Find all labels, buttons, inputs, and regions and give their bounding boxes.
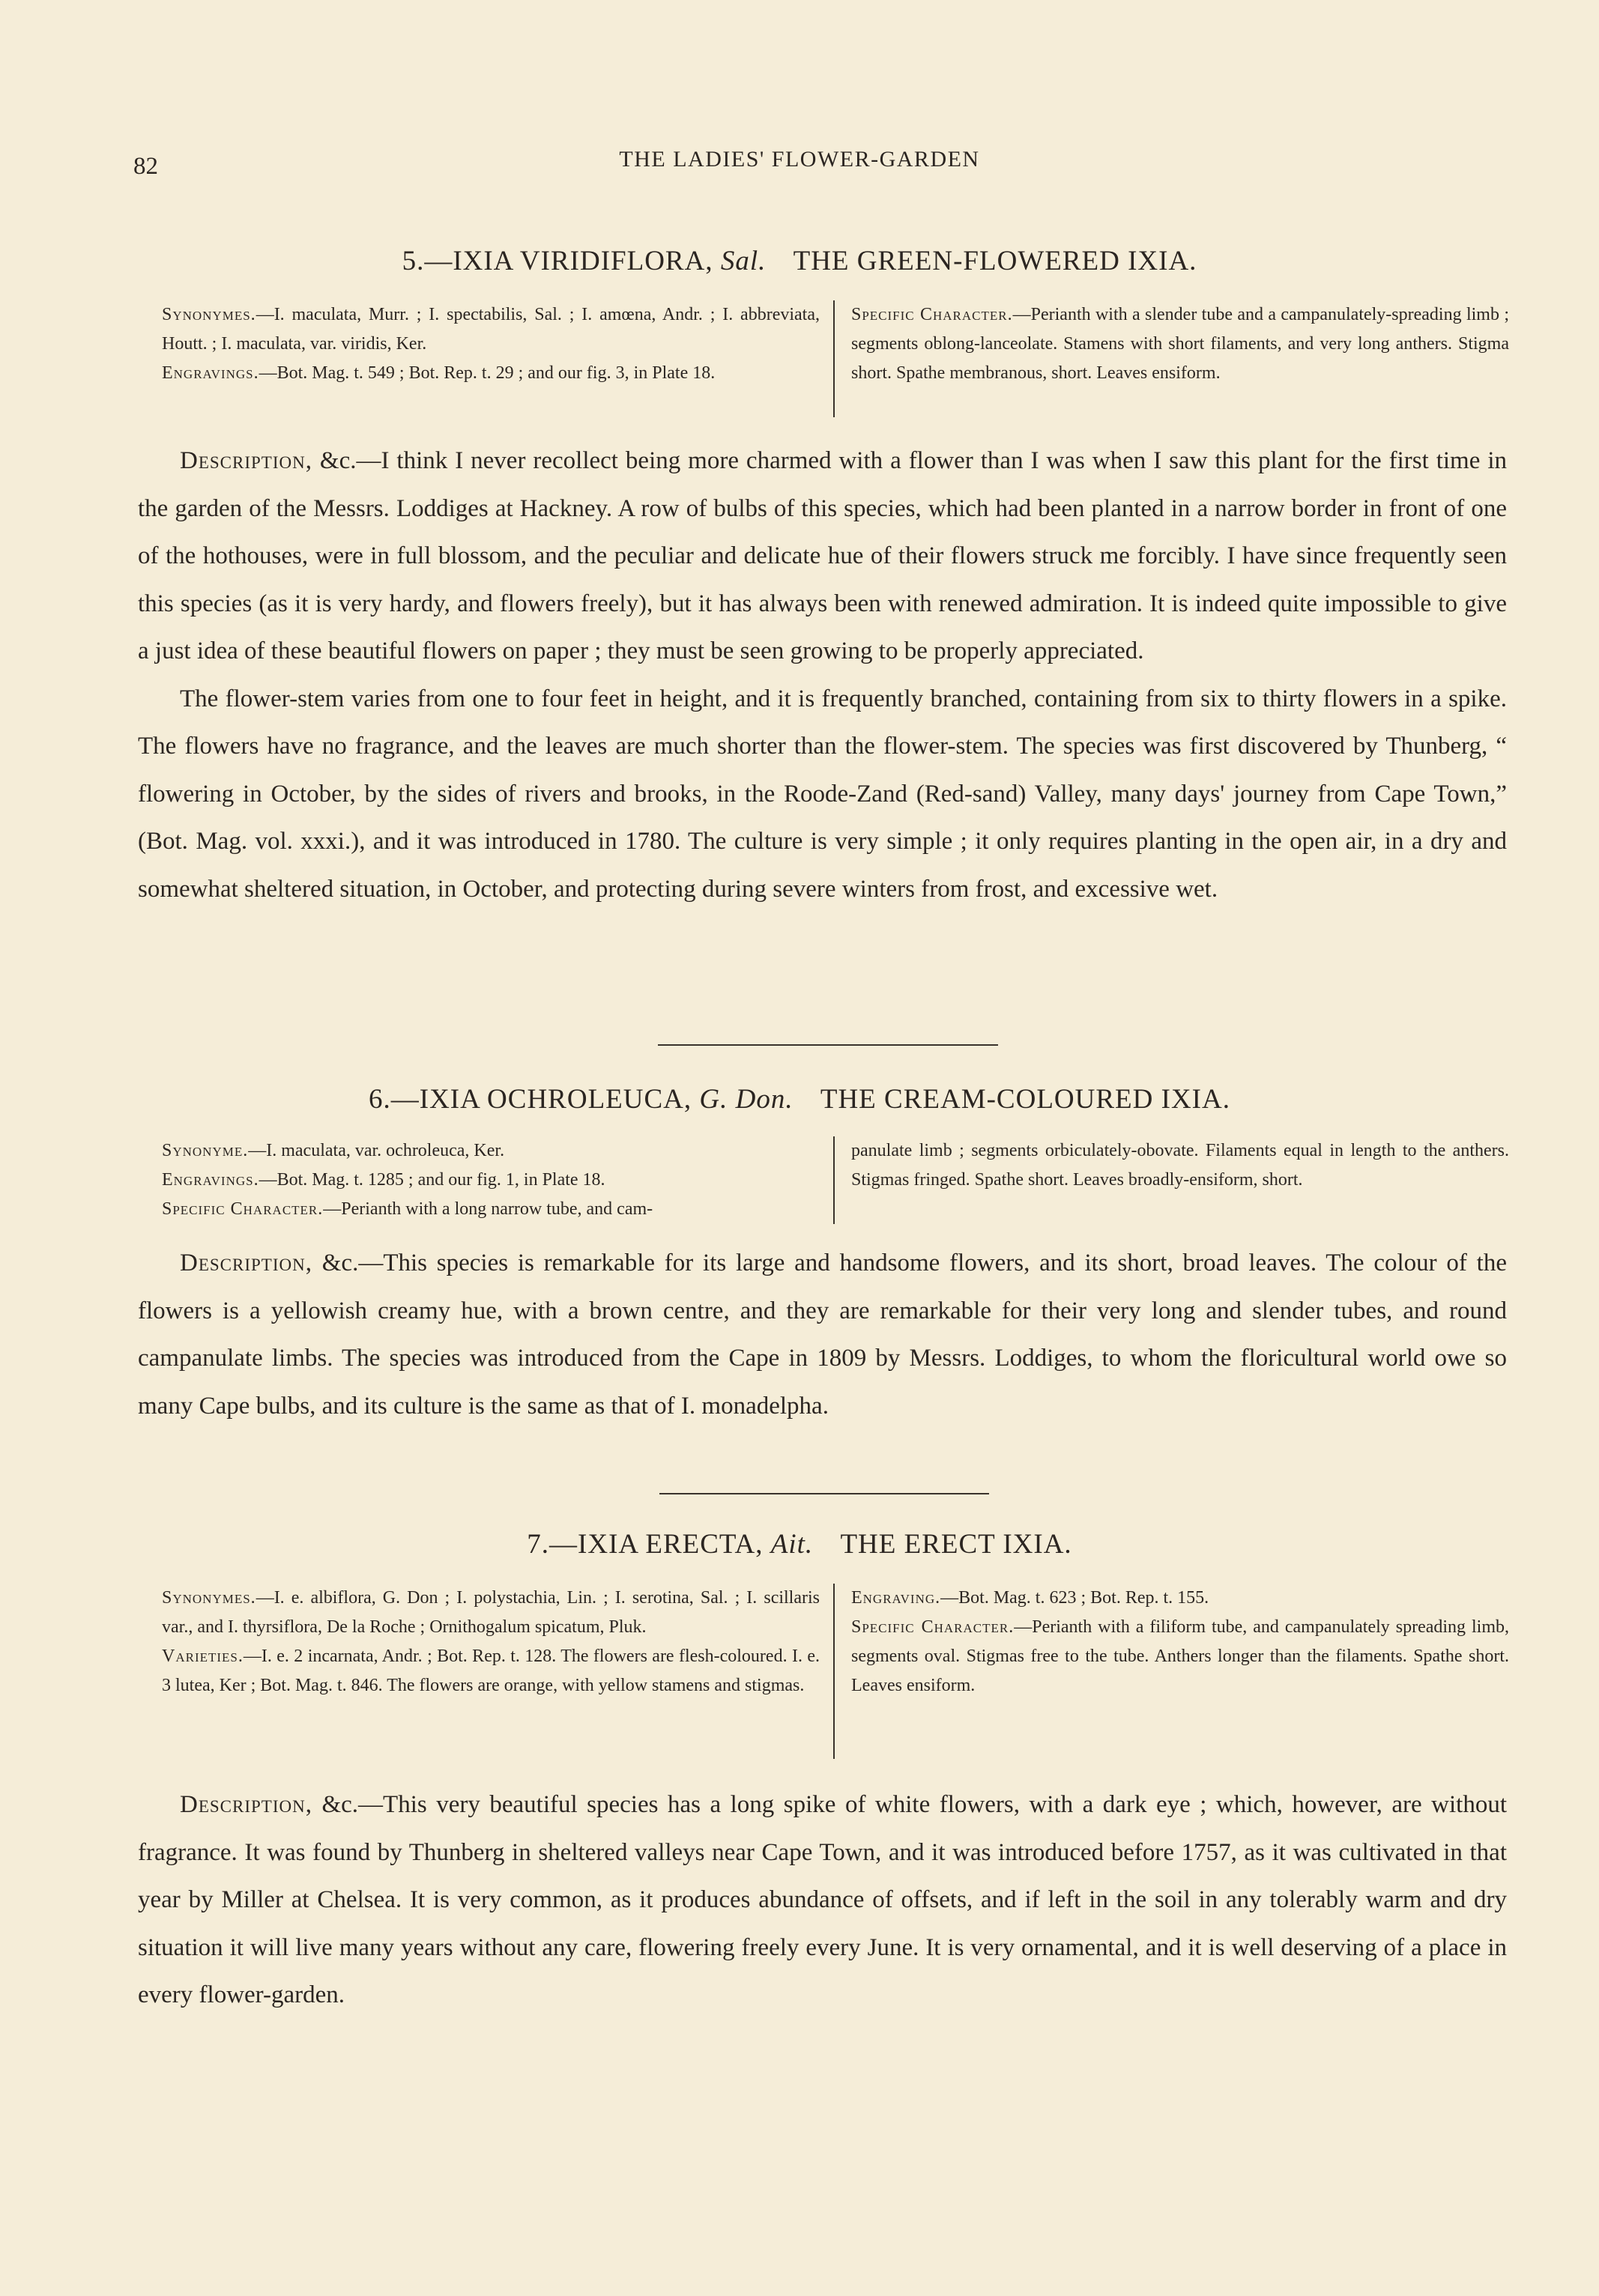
species-7-notes	[162, 1584, 1511, 1759]
description-paragraph	[138, 437, 1507, 676]
species-6-authority: G. Don.	[699, 1084, 794, 1115]
species-5-notes	[162, 300, 1511, 417]
species-5-title: 5.—IXIA VIRIDIFLORA, Sal. THE GREEN-FLOWERED IXIA.	[402, 246, 1197, 276]
description-label: Description,	[180, 1250, 312, 1276]
species-5-common-name: THE GREEN-FLOWERED IXIA.	[793, 246, 1197, 276]
species-5-notes-right	[833, 300, 1509, 417]
species-5-synonymes	[162, 300, 820, 359]
description-text: &c.—This species is remarkable for its large and handsome flowers, and its short, broad leaves. The colour of the flowers is a yellowish creamy hue, with a brown centre, and they are remarkable for their very long and slender tubes, and round campanulate limbs. The species was introduced from the Cape in 1809 by Messrs. Loddiges, to whom the floricultural world owe so many Cape bulbs, and its culture is the same as that of I. monadelpha.	[138, 1250, 1507, 1420]
species-6-specific-character-cont	[851, 1136, 1509, 1195]
description-paragraph	[138, 676, 1507, 914]
species-6-notes	[162, 1136, 1511, 1224]
species-7-specific-character	[851, 1613, 1509, 1700]
species-6-description	[138, 1240, 1507, 1430]
species-6-title: 6.—IXIA OCHROLEUCA, G. Don. THE CREAM-COLOURED IXIA.	[369, 1084, 1230, 1115]
species-7-notes-right	[833, 1584, 1509, 1759]
specific-character-text: —Perianth with a slender tube and a campanulately-spreading limb ; segments oblong-lanceolate. Stamens with short filaments, and very long anthers. Stigma short. Spathe membranous, short. Leaves ensiform.	[851, 305, 1509, 383]
description-text: The flower-stem varies from one to four feet in height, and it is frequently branched, containing from six to thirty flowers in a spike. The flowers have no fragrance, and the leaves are much shorter than the flower-stem. The species was first discovered by Thunberg, “ flowering in October, by the sides of rivers and brooks, in the Roode-Zand (Red-sand) Valley, many days' journey from Cape Town,” (Bot. Mag. vol. xxxi.), and it was introduced in 1780. The culture is very simple ; it only requires planting in the open air, in a dry and somewhat sheltered situation, in October, and protecting during severe winters from frost, and excessive wet.	[138, 685, 1507, 903]
species-5-specific-character	[851, 300, 1509, 388]
description-text: &c.—I think I never recollect being more charmed with a flower than I was when I saw this plant for the first time in the garden of the Messrs. Loddiges at Hackney. A row of bulbs of this species, which had been planted in a narrow border in front of one of the hothouses, were in full blossom, and the peculiar and delicate hue of their flowers struck me forcibly. I have since frequently seen this species (as it is very hardy, and flowers freely), but it has always been with renewed admiration. It is indeed quite impossible to give a just idea of these beautiful flowers on paper ; they must be seen growing to be properly appreciated.	[138, 447, 1507, 664]
synonymes-label: Synonymes.	[162, 305, 256, 324]
species-6-name: IXIA OCHROLEUCA,	[419, 1084, 692, 1115]
species-5-authority: Sal.	[720, 246, 767, 276]
specific-character-label: Specific Character.	[851, 305, 1013, 324]
species-7-authority: Ait.	[770, 1529, 814, 1560]
species-7-notes-left	[162, 1584, 833, 1759]
page-number: 82	[133, 153, 158, 180]
species-7-common-name: THE ERECT IXIA.	[840, 1529, 1072, 1560]
description-label: Description,	[180, 447, 312, 474]
varieties-text: —I. e. 2 incarnata, Andr. ; Bot. Rep. t. 128. The flowers are flesh-coloured. I. e. 3 lutea, Ker ; Bot. Mag. t. 846. The flowers are orange, with yellow stamens and stigmas.	[162, 1647, 820, 1695]
species-6-common-name: THE CREAM-COLOURED IXIA.	[820, 1084, 1230, 1115]
engravings-label: Engravings.	[162, 1170, 259, 1190]
species-6-specific-character	[162, 1195, 820, 1224]
species-7-synonymes	[162, 1584, 820, 1642]
species-7-description	[138, 1781, 1507, 2020]
synonymes-text: —I. maculata, Murr. ; I. spectabilis, Sal. ; I. amœna, Andr. ; I. abbreviata, Houtt. ; I. maculata, var. viridis, Ker.	[162, 305, 820, 354]
engravings-text: —Bot. Mag. t. 549 ; Bot. Rep. t. 29 ; and our fig. 3, in Plate 18.	[259, 363, 716, 383]
species-7-name: IXIA ERECTA,	[578, 1529, 764, 1560]
synonymes-text: —I. e. albiflora, G. Don ; I. polystachia, Lin. ; I. serotina, Sal. ; I. scillaris var., and I. thyrsiflora, De la Roche ; Ornithogalum spicatum, Pluk.	[162, 1588, 820, 1637]
specific-character-text: panulate limb ; segments orbiculately-obovate. Filaments equal in length to the anthers. Stigmas fringed. Spathe short. Leaves broadly-ensiform, short.	[851, 1141, 1509, 1190]
species-7-number: 7.	[527, 1529, 550, 1560]
species-5-number: 5.	[402, 246, 425, 276]
engravings-text: —Bot. Mag. t. 1285 ; and our fig. 1, in Plate 18.	[259, 1170, 605, 1190]
specific-character-text: —Perianth with a filiform tube, and campanulately spreading limb, segments oval. Stigmas free to the tube. Anthers longer than the filaments. Spathe short. Leaves ensiform.	[851, 1617, 1509, 1695]
species-6-engravings	[162, 1166, 820, 1195]
species-6-synonyme	[162, 1136, 820, 1166]
synonyme-text: —I. maculata, var. ochroleuca, Ker.	[248, 1141, 505, 1160]
species-6-notes-right	[833, 1136, 1509, 1224]
specific-character-label: Specific Character.	[162, 1199, 324, 1219]
species-5-engravings	[162, 359, 820, 388]
section-divider	[658, 1044, 998, 1046]
species-5-notes-left	[162, 300, 833, 417]
specific-character-text: —Perianth with a long narrow tube, and cam-	[323, 1199, 653, 1219]
engraving-text: —Bot. Mag. t. 623 ; Bot. Rep. t. 155.	[940, 1588, 1209, 1608]
description-text: &c.—This very beautiful species has a long spike of white flowers, with a dark eye ; which, however, are without fragrance. It was found by Thunberg in sheltered valleys near Cape Town, and it was introduced before 1757, as it was cultivated in that year by Miller at Chelsea. It is very common, as it produces abundance of offsets, and if left in the soil in any tolerably warm and dry situation it will live many years without any care, flowering freely every June. It is very ornamental, and it is well deserving of a place in every flower-garden.	[138, 1791, 1507, 2008]
description-paragraph	[138, 1781, 1507, 2020]
varieties-label: Varieties.	[162, 1647, 244, 1666]
species-7-engraving	[851, 1584, 1509, 1613]
species-6-number: 6.	[369, 1084, 391, 1115]
running-head: THE LADIES' FLOWER-GARDEN	[619, 147, 980, 172]
engravings-label: Engravings.	[162, 363, 259, 383]
species-5-description	[138, 437, 1507, 913]
synonyme-label: Synonyme.	[162, 1141, 249, 1160]
description-label: Description,	[180, 1791, 312, 1818]
synonymes-label: Synonymes.	[162, 1588, 256, 1608]
species-5-name: IXIA VIRIDIFLORA,	[453, 246, 713, 276]
description-paragraph	[138, 1240, 1507, 1430]
section-divider	[659, 1493, 989, 1494]
specific-character-label: Specific Character.	[851, 1617, 1015, 1637]
species-6-notes-left	[162, 1136, 833, 1224]
species-7-varieties	[162, 1642, 820, 1700]
engraving-label: Engraving.	[851, 1588, 941, 1608]
species-7-title: 7.—IXIA ERECTA, Ait. THE ERECT IXIA.	[527, 1529, 1072, 1560]
